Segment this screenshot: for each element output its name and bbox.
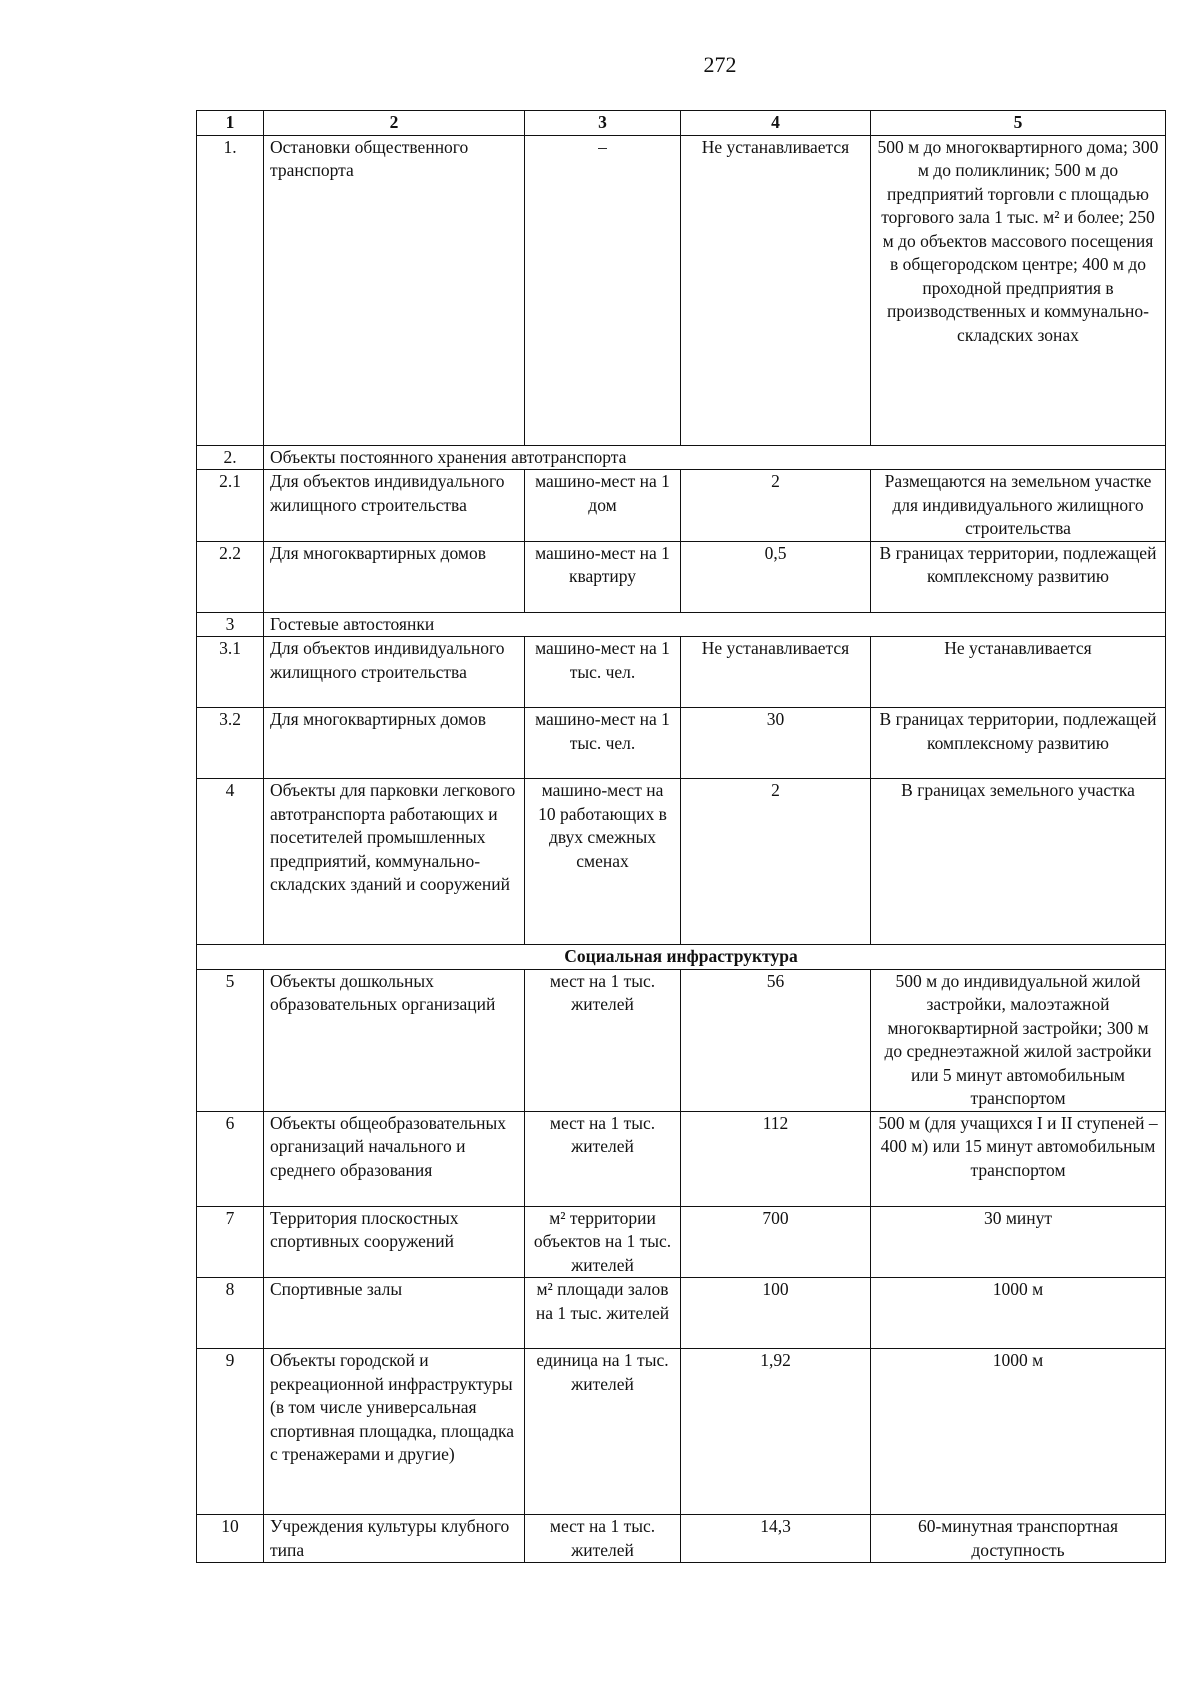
table-group-row (197, 445, 1166, 470)
row-note: В границах земельного участка (871, 779, 1166, 945)
row-number: 2.1 (197, 470, 264, 542)
row-name: Для объектов индивидуального жилищного строительства (264, 637, 525, 708)
row-unit: машино-мест на 10 работающих в двух смежных сменах (525, 779, 681, 945)
row-number: 9 (197, 1349, 264, 1515)
row-number: 10 (197, 1515, 264, 1563)
table-row (197, 1278, 1166, 1349)
row-value: 100 (681, 1278, 871, 1349)
row-unit: мест на 1 тыс. жителей (525, 969, 681, 1111)
row-note: 60-минутная транспортная доступность (871, 1515, 1166, 1563)
row-note: 30 минут (871, 1206, 1166, 1278)
row-name: Объекты городской и рекреационной инфраструктуры (в том числе универсальная спортивная площадка, площадка с тренажерами и другие) (264, 1349, 525, 1515)
row-number: 2. (197, 445, 264, 470)
page-number: 272 (703, 52, 737, 77)
row-name: Объекты общеобразовательных организаций начального и среднего образования (264, 1111, 525, 1206)
row-number: 6 (197, 1111, 264, 1206)
row-note: Размещаются на земельном участке для индивидуального жилищного строительства (871, 470, 1166, 542)
column-header: 1 (197, 111, 264, 136)
row-value: Не устанавливается (681, 637, 871, 708)
table-section-row (197, 945, 1166, 970)
row-number: 2.2 (197, 541, 264, 612)
row-value: 2 (681, 470, 871, 542)
table-row (197, 969, 1166, 1111)
row-value: Не устанавливается (681, 135, 871, 445)
table-row (197, 541, 1166, 612)
row-unit: машино-мест на 1 дом (525, 470, 681, 542)
row-unit: мест на 1 тыс. жителей (525, 1111, 681, 1206)
row-note: Не устанавливается (871, 637, 1166, 708)
row-note: 500 м (для учащихся I и II ступеней – 400 м) или 15 минут автомобильным транспортом (871, 1111, 1166, 1206)
row-name: Для объектов индивидуального жилищного строительства (264, 470, 525, 542)
row-number: 7 (197, 1206, 264, 1278)
table-header-row (197, 111, 1166, 136)
table-row (197, 470, 1166, 542)
column-header: 3 (525, 111, 681, 136)
row-name: Для многоквартирных домов (264, 708, 525, 779)
table-row (197, 1349, 1166, 1515)
column-header: 5 (871, 111, 1166, 136)
table-row (197, 1111, 1166, 1206)
row-note: 1000 м (871, 1278, 1166, 1349)
row-note: В границах территории, подлежащей комплексному развитию (871, 708, 1166, 779)
table-row (197, 637, 1166, 708)
row-unit: машино-мест на 1 тыс. чел. (525, 637, 681, 708)
row-name: Остановки общественного транспорта (264, 135, 525, 445)
row-name: Спортивные залы (264, 1278, 525, 1349)
norms-table (196, 110, 1166, 1563)
row-number: 8 (197, 1278, 264, 1349)
row-value: 1,92 (681, 1349, 871, 1515)
row-name: Для многоквартирных домов (264, 541, 525, 612)
row-unit: машино-мест на 1 тыс. чел. (525, 708, 681, 779)
group-title: Объекты постоянного хранения автотранспорта (264, 445, 1166, 470)
section-title: Социальная инфраструктура (197, 945, 1166, 970)
row-name: Учреждения культуры клубного типа (264, 1515, 525, 1563)
row-unit: – (525, 135, 681, 445)
row-value: 700 (681, 1206, 871, 1278)
row-unit: м² территории объектов на 1 тыс. жителей (525, 1206, 681, 1278)
row-number: 3.1 (197, 637, 264, 708)
row-value: 56 (681, 969, 871, 1111)
row-number: 1. (197, 135, 264, 445)
column-header: 4 (681, 111, 871, 136)
table-group-row (197, 612, 1166, 637)
row-unit: мест на 1 тыс. жителей (525, 1515, 681, 1563)
row-note: В границах территории, подлежащей комплексному развитию (871, 541, 1166, 612)
row-number: 3 (197, 612, 264, 637)
row-number: 3.2 (197, 708, 264, 779)
group-title: Гостевые автостоянки (264, 612, 1166, 637)
row-unit: м² площади залов на 1 тыс. жителей (525, 1278, 681, 1349)
row-number: 4 (197, 779, 264, 945)
row-value: 2 (681, 779, 871, 945)
table-row (197, 779, 1166, 945)
row-unit: машино-мест на 1 квартиру (525, 541, 681, 612)
table-row (197, 708, 1166, 779)
column-header: 2 (264, 111, 525, 136)
row-value: 14,3 (681, 1515, 871, 1563)
table-row (197, 1515, 1166, 1563)
row-name: Территория плоскостных спортивных сооружений (264, 1206, 525, 1278)
row-unit: единица на 1 тыс. жителей (525, 1349, 681, 1515)
table-row (197, 135, 1166, 445)
row-name: Объекты дошкольных образовательных организаций (264, 969, 525, 1111)
row-number: 5 (197, 969, 264, 1111)
table-row (197, 1206, 1166, 1278)
row-value: 30 (681, 708, 871, 779)
row-note: 500 м до индивидуальной жилой застройки, малоэтажной многоквартирной застройки; 300 м до среднеэтажной жилой застройки или 5 минут автомобильным транспортом (871, 969, 1166, 1111)
row-name: Объекты для парковки легкового автотранспорта работающих и посетителей промышленных предприятий, коммунально-складских зданий и сооружений (264, 779, 525, 945)
row-note: 1000 м (871, 1349, 1166, 1515)
row-value: 112 (681, 1111, 871, 1206)
row-note: 500 м до многоквартирного дома; 300 м до поликлиник; 500 м до предприятий торговли с площадью торгового зала 1 тыс. м² и более; 250 м до объектов массового посещения в общегородском центре; 400 м до проходной предприятия в производственных и коммунально-складских зонах (871, 135, 1166, 445)
row-value: 0,5 (681, 541, 871, 612)
